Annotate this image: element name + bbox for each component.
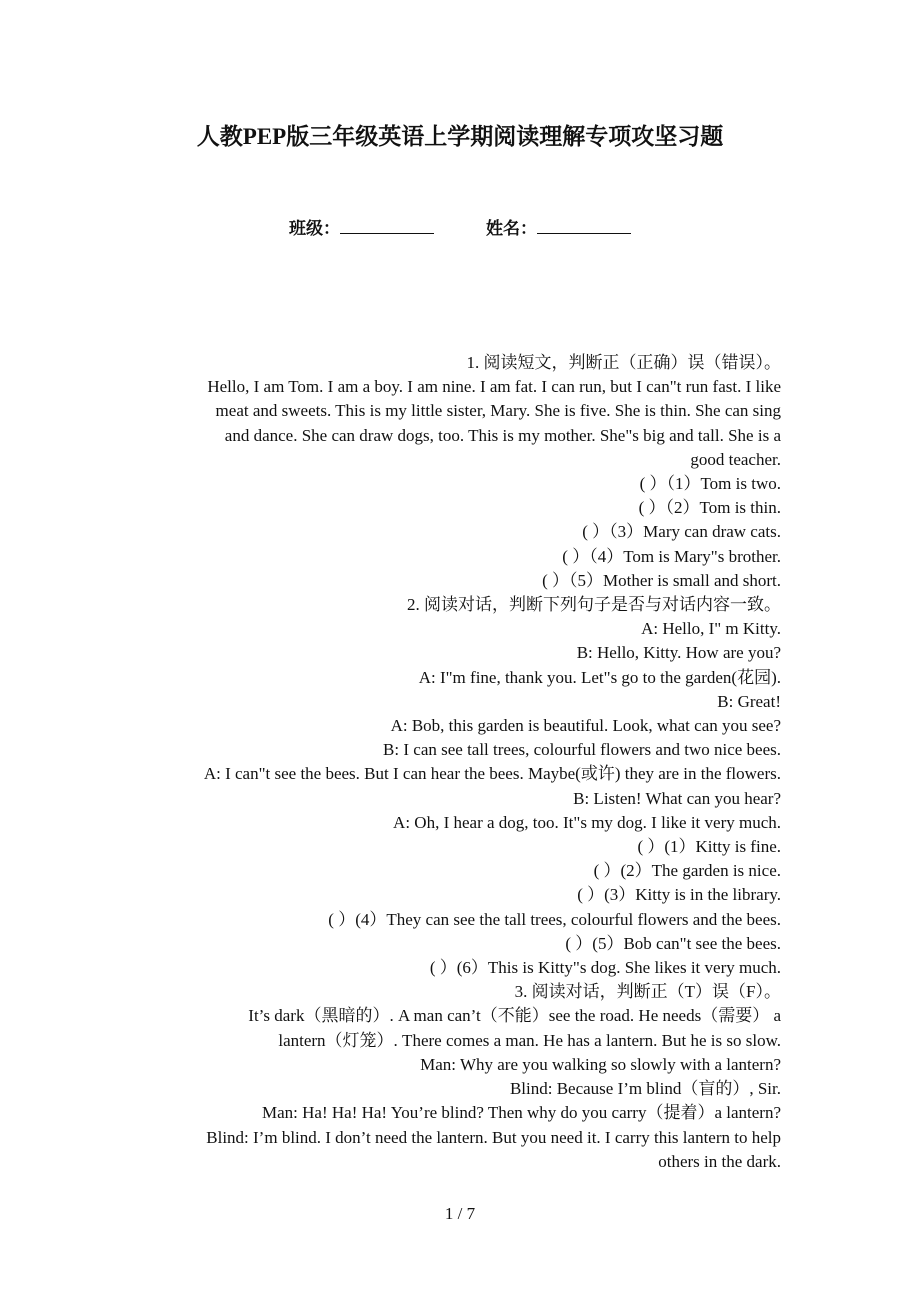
text-line: ( ）(4）They can see the tall trees, colourful flowers and the bees.	[328, 909, 781, 929]
text-line: ( ）（1）Tom is two.	[639, 474, 781, 494]
text-line: ( ）(1）Kitty is fine.	[637, 837, 781, 857]
text-line: Man: Why are you walking so slowly with a lantern?	[420, 1054, 781, 1074]
text-line: A: Oh, I hear a dog, too. It"s my dog. I like it very much.	[393, 812, 781, 832]
document-title: 人教PEP版三年级英语上学期阅读理解专项攻坚习题	[196, 124, 724, 149]
text-line: ( ）（2）Tom is thin.	[638, 498, 781, 518]
text-line: A: I can"t see the bees. But I can hear the bees. Maybe(或许) they are in the flowers.	[203, 764, 781, 784]
text-line: A: Hello, I" m Kitty.	[641, 619, 781, 639]
text-line: ( ）（5）Mother is small and short.	[542, 570, 781, 590]
text-line: Blind: I’m blind. I don’t need the lantern. But you need it. I carry this lantern to help	[206, 1127, 781, 1147]
name-blank	[537, 219, 631, 234]
text-line: ( ）(3）Kitty is in the library.	[577, 885, 781, 905]
student-info	[0, 214, 920, 239]
text-line: A: I"m fine, thank you. Let"s go to the garden(花园).	[418, 667, 781, 687]
text-line: Blind: Because I’m blind（盲的）, Sir.	[509, 1079, 781, 1099]
text-line: meat and sweets. This is my little sister, Mary. She is five. She is thin. She can sing	[215, 401, 781, 421]
text-line: 2. 阅读对话，判断下列句子是否与对话内容一致。	[407, 595, 781, 615]
text-line: ( ）(2）The garden is nice.	[593, 861, 781, 881]
text-line: ( ）(5）Bob can"t see the bees.	[565, 933, 781, 953]
page-number: 1 / 7	[444, 1204, 476, 1223]
text-line: B: Great!	[717, 691, 781, 711]
text-line: B: I can see tall trees, colourful flowers and two nice bees.	[383, 740, 781, 760]
text-line: lantern（灯笼）. There comes a man. He has a lantern. But he is so slow.	[278, 1030, 781, 1050]
name-label: 姓名：	[486, 219, 537, 238]
text-line: B: Hello, Kitty. How are you?	[576, 643, 781, 663]
text-line: others in the dark.	[658, 1151, 781, 1171]
text-line: ( ）（4）Tom is Mary"s brother.	[562, 546, 781, 566]
text-line: A: Bob, this garden is beautiful. Look, what can you see?	[390, 716, 781, 736]
class-label: 班级：	[289, 219, 340, 238]
text-line: ( ）（3）Mary can draw cats.	[582, 522, 781, 542]
text-line: good teacher.	[690, 449, 781, 469]
document-body	[148, 351, 781, 1174]
text-line: Man: Ha! Ha! Ha! You’re blind? Then why do you carry（提着）a lantern?	[262, 1103, 781, 1123]
text-line: 3. 阅读对话，判断正（T）误（F）。	[514, 982, 781, 1002]
class-blank	[340, 219, 434, 234]
text-line: B: Listen! What can you hear?	[573, 788, 781, 808]
text-line: 1. 阅读短文，判断正（正确）误（错误）。	[466, 353, 781, 372]
text-line: and dance. She can draw dogs, too. This is my mother. She"s big and tall. She is a	[224, 425, 781, 445]
text-line: It’s dark（黑暗的）. A man can’t（不能）see the road. He needs（需要） a	[248, 1006, 781, 1026]
text-line: ( ）(6）This is Kitty"s dog. She likes it very much.	[429, 958, 781, 978]
text-line: Hello, I am Tom. I am a boy. I am nine. I am fat. I can run, but I can"t run fast. I like	[207, 377, 781, 397]
